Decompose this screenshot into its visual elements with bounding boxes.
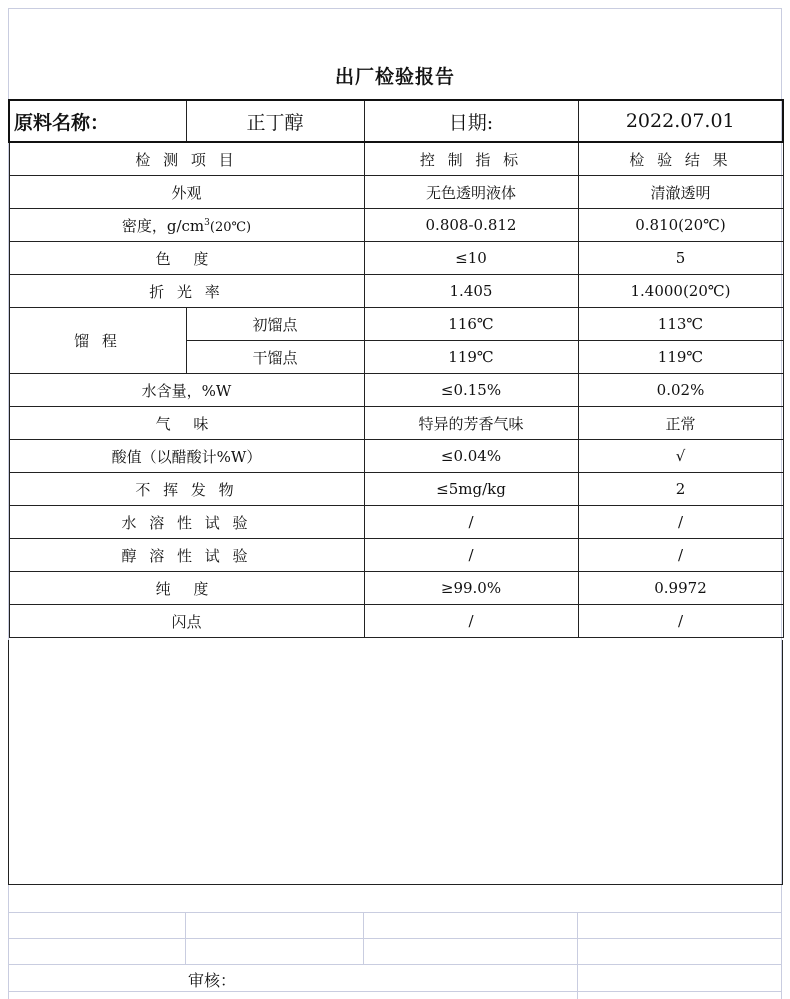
row-spec: ≤10	[364, 242, 578, 275]
row-item: 闪点	[9, 605, 364, 638]
density-label: 密度，g/cm	[121, 216, 205, 235]
report-title: 出厂检验报告	[334, 66, 455, 88]
distillation-group: 馏 程	[9, 308, 186, 374]
audit-label: 审核：	[188, 971, 237, 990]
row-result: √	[578, 440, 783, 473]
material-label: 原料名称：	[9, 100, 186, 142]
table-row	[9, 308, 783, 341]
date-value: 2022.07.01	[578, 100, 783, 142]
row-item: 酸值（以醋酸计%W）	[9, 440, 364, 473]
row-spec: 0.808-0.812	[364, 209, 578, 242]
row-result: 1.4000(20℃)	[578, 275, 783, 308]
row-item: 初馏点	[186, 308, 364, 341]
table-row	[9, 440, 783, 473]
row-spec: 1.405	[364, 275, 578, 308]
row-result: 5	[578, 242, 783, 275]
column-result: 检 验 结 果	[578, 142, 783, 176]
grid-line	[8, 991, 782, 992]
row-item: 不 挥 发 物	[9, 473, 364, 506]
table-row	[9, 572, 783, 605]
table-row	[9, 374, 783, 407]
row-result: 清澈透明	[578, 176, 783, 209]
row-result: 0.9972	[578, 572, 783, 605]
row-spec: ≥99.0%	[364, 572, 578, 605]
table-row	[9, 407, 783, 440]
column-spec: 控 制 指 标	[364, 142, 578, 176]
row-result: 0.810(20℃)	[578, 209, 783, 242]
row-result: 2	[578, 473, 783, 506]
table-row	[9, 176, 783, 209]
row-item: 水 溶 性 试 验	[9, 506, 364, 539]
row-result: 0.02%	[578, 374, 783, 407]
row-spec: /	[364, 605, 578, 638]
row-spec: /	[364, 506, 578, 539]
column-item: 检 测 项 目	[9, 142, 364, 176]
grid-line	[185, 912, 186, 965]
row-result: /	[578, 605, 783, 638]
remarks-area	[8, 640, 783, 885]
table-row	[9, 275, 783, 308]
row-item	[9, 209, 364, 242]
grid-line	[363, 912, 364, 965]
inspection-table	[8, 99, 784, 638]
row-item: 纯 度	[9, 572, 364, 605]
row-result: /	[578, 506, 783, 539]
row-spec: ≤5mg/kg	[364, 473, 578, 506]
row-result: 119℃	[578, 341, 783, 374]
row-spec: 116℃	[364, 308, 578, 341]
row-spec: 无色透明液体	[364, 176, 578, 209]
row-result: /	[578, 539, 783, 572]
row-item: 折 光 率	[9, 275, 364, 308]
row-item: 外观	[9, 176, 364, 209]
table-row	[9, 605, 783, 638]
table-row	[9, 209, 783, 242]
material-value: 正丁醇	[186, 100, 364, 142]
grid-line	[8, 938, 782, 939]
table-row	[9, 539, 783, 572]
table-row	[9, 242, 783, 275]
row-spec: ≤0.15%	[364, 374, 578, 407]
row-item: 水含量，%W	[9, 374, 364, 407]
row-item: 醇 溶 性 试 验	[9, 539, 364, 572]
table-row	[9, 506, 783, 539]
row-item: 色 度	[9, 242, 364, 275]
row-result: 正常	[578, 407, 783, 440]
row-result: 113℃	[578, 308, 783, 341]
grid-line	[8, 8, 782, 9]
row-spec: /	[364, 539, 578, 572]
density-temp: (20℃)	[209, 219, 252, 235]
table-row	[9, 473, 783, 506]
row-item: 干馏点	[186, 341, 364, 374]
row-spec: ≤0.04%	[364, 440, 578, 473]
density-exponent: 3	[204, 217, 210, 228]
row-spec: 特异的芳香气味	[364, 407, 578, 440]
grid-line	[8, 964, 782, 965]
header-row	[9, 100, 783, 142]
grid-line	[577, 912, 578, 999]
date-label: 日期:	[364, 100, 578, 142]
column-header-row	[9, 142, 783, 176]
row-spec: 119℃	[364, 341, 578, 374]
grid-line	[8, 912, 782, 913]
row-item: 气 味	[9, 407, 364, 440]
